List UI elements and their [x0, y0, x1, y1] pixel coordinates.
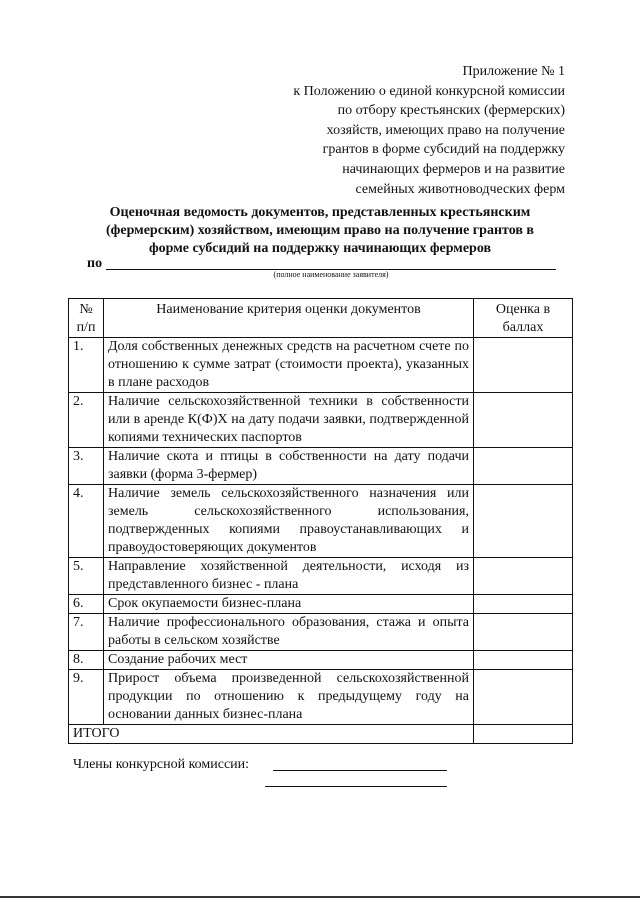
score-cell[interactable]	[474, 670, 573, 725]
commission-members-label: Члены конкурсной комиссии:	[73, 757, 250, 772]
score-cell[interactable]	[474, 651, 573, 670]
applicant-caption: (полное наименование заявителя)	[273, 270, 389, 279]
row-criterion: Наличие сельскохозяйственной техники в собственности или в аренде К(Ф)Х на дату подачи заявки, подтвержденной копиями технических паспортов	[104, 393, 474, 448]
table-row	[69, 558, 573, 595]
title-line: Оценочная ведомость документов, представленных крестьянским	[109, 205, 531, 220]
document-title	[70, 204, 570, 258]
row-number: 7.	[69, 614, 104, 651]
page-bottom-divider	[0, 896, 640, 898]
row-criterion: Наличие скота и птицы в собственности на дату подачи заявки (форма 3-фермер)	[104, 448, 474, 485]
total-row	[69, 725, 573, 744]
row-number: 6.	[69, 595, 104, 614]
score-cell[interactable]	[474, 558, 573, 595]
row-number: 9.	[69, 670, 104, 725]
title-line: (фермерским) хозяйством, имеющим право на получение грантов в	[106, 223, 534, 238]
score-cell[interactable]	[474, 393, 573, 448]
appendix-line: к Положению о единой конкурсной комиссии	[293, 83, 565, 99]
criteria-table	[68, 298, 573, 744]
appendix-line: Приложение № 1	[462, 64, 565, 79]
appendix-line: грантов в форме субсидий на поддержку	[322, 142, 565, 158]
appendix-line: по отбору крестьянских (фермерских)	[337, 103, 565, 119]
signature-line[interactable]	[265, 786, 447, 787]
title-line: форме субсидий на поддержку начинающих фермеров	[148, 241, 492, 256]
appendix-line: семейных животноводческих ферм	[355, 181, 565, 197]
appendix-block	[250, 62, 565, 199]
table-row	[69, 448, 573, 485]
score-cell[interactable]	[474, 595, 573, 614]
table-row	[69, 338, 573, 393]
row-criterion: Наличие земель сельскохозяйственного назначения или земель сельскохозяйственного использования, подтвержденных копиями правоустанавливающих и правоудостоверяющих документов	[104, 485, 474, 558]
table-row	[69, 670, 573, 725]
total-score-cell[interactable]	[474, 725, 573, 744]
signature-line[interactable]	[273, 770, 447, 771]
table-header-row	[69, 299, 573, 338]
row-number: 3.	[69, 448, 104, 485]
table-row	[69, 393, 573, 448]
row-criterion: Направление хозяйственной деятельности, исходя из представленного бизнес - плана	[104, 558, 474, 595]
score-cell[interactable]	[474, 448, 573, 485]
table-row	[69, 614, 573, 651]
row-criterion: Срок окупаемости бизнес-плана	[104, 595, 474, 614]
table-row	[69, 651, 573, 670]
row-criterion: Прирост объема произведенной сельскохозяйственной продукции по отношению к предыдущему году на основании данных бизнес-плана	[104, 670, 474, 725]
table-row	[69, 595, 573, 614]
score-cell[interactable]	[474, 614, 573, 651]
score-cell[interactable]	[474, 485, 573, 558]
row-number: 5.	[69, 558, 104, 595]
appendix-line: хозяйств, имеющих право на получение	[326, 122, 565, 138]
header-score: Оценка в баллах	[474, 299, 573, 338]
row-number: 2.	[69, 393, 104, 448]
row-number: 8.	[69, 651, 104, 670]
header-criterion: Наименование критерия оценки документов	[104, 299, 474, 338]
row-number: 1.	[69, 338, 104, 393]
appendix-line: начинающих фермеров и на развитие	[342, 161, 565, 177]
row-criterion: Доля собственных денежных средств на расчетном счете по отношению к сумме затрат (стоимости проекта), указанных в плане расходов	[104, 338, 474, 393]
row-number: 4.	[69, 485, 104, 558]
header-num: № п/п	[69, 299, 104, 338]
score-cell[interactable]	[474, 338, 573, 393]
table-row	[69, 485, 573, 558]
row-criterion: Наличие профессионального образования, стажа и опыта работы в сельском хозяйстве	[104, 614, 474, 651]
po-label: по	[87, 256, 103, 271]
row-criterion: Создание рабочих мест	[104, 651, 474, 670]
total-label: ИТОГО	[69, 725, 474, 744]
